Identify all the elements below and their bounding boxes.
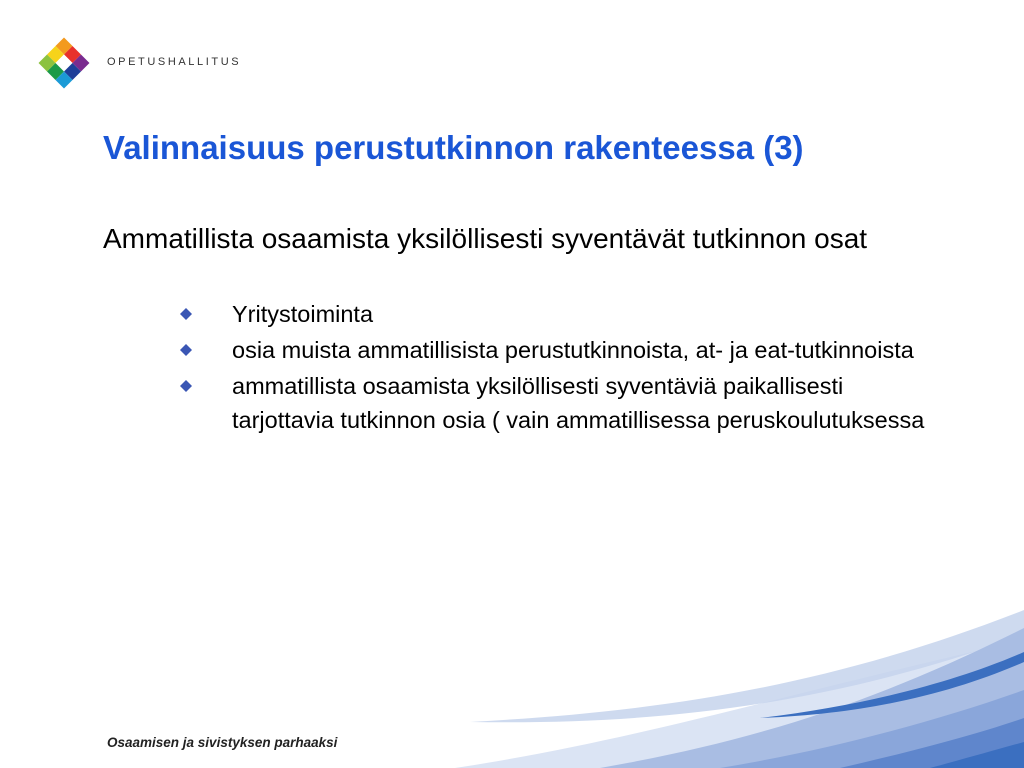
lead-paragraph: Ammatillista osaamista yksilöllisesti syventävät tutkinnon osat: [103, 223, 868, 254]
bullet-list: [180, 297, 940, 439]
diamond-bullet-icon: [180, 344, 192, 356]
bullet-item: [180, 369, 940, 437]
bullet-text: ammatillista osaamista yksilöllisesti syventäviä paikallisesti tarjottavia tutkinnon osia ( vain ammatillisessa peruskoulutuksessa: [232, 373, 925, 433]
bullet-text: osia muista ammatillisista perustutkinnoista, at- ja eat-tutkinnoista: [232, 337, 914, 363]
slide-title: Valinnaisuus perustutkinnon rakenteessa (3): [103, 129, 804, 166]
organization-logo-icon: [34, 33, 94, 93]
diamond-bullet-icon: [180, 380, 192, 392]
footer-slogan: Osaamisen ja sivistyksen parhaaksi: [107, 735, 338, 750]
diamond-bullet-icon: [180, 308, 192, 320]
bullet-item: [180, 333, 940, 367]
bullet-item: [180, 297, 940, 331]
bullet-text: Yritystoiminta: [232, 301, 374, 327]
organization-name: OPETUSHALLITUS: [107, 56, 242, 68]
